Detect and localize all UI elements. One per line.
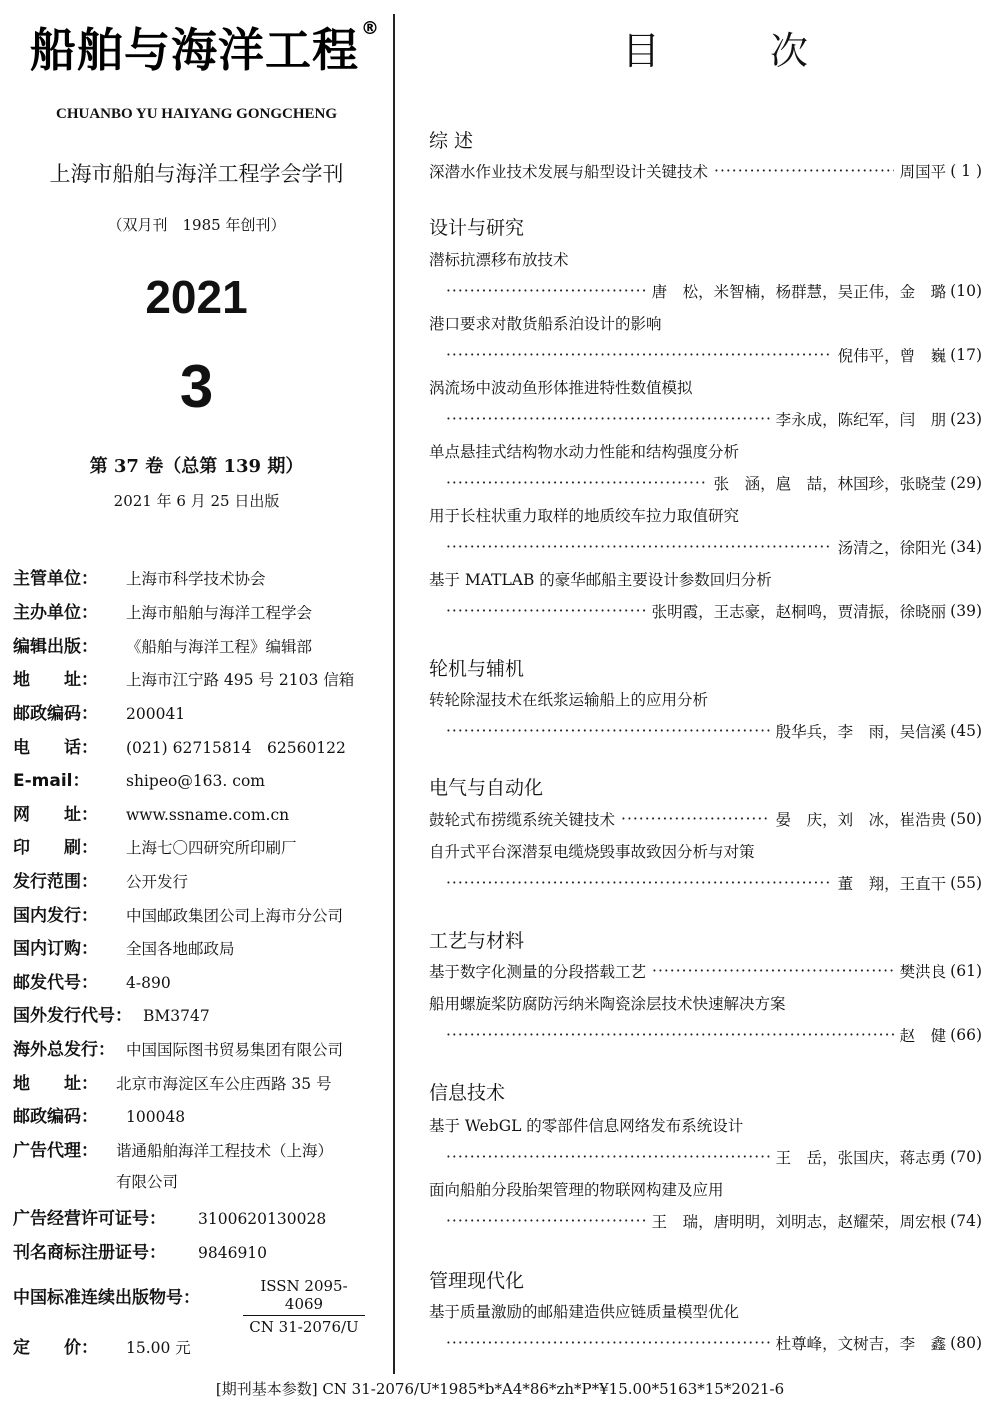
article-authors: 董 翔，王直干 [837, 875, 947, 893]
info-value: (021) 62715814 62560122 [126, 739, 346, 757]
toc-section-heading: 综 述 [429, 130, 474, 152]
toc-section-heading: 管理现代化 [429, 1270, 525, 1292]
article-authors: 唐 松，米智楠，杨群慧，吴正伟，金 璐 [651, 283, 947, 301]
article-title: 基于数字化测量的分段搭载工艺 [429, 963, 647, 981]
info-value: 上海市船舶与海洋工程学会 [126, 604, 313, 622]
toc-entry-authors [446, 344, 982, 366]
info-label: 主管单位： [13, 569, 98, 589]
article-title: 鼓轮式布捞缆系统关键技术 [429, 811, 616, 829]
info-value: 北京市海淀区车公庄西路 35 号 [116, 1075, 332, 1093]
article-title: 港口要求对散货船系泊设计的影响 [429, 315, 662, 333]
toc-entry-title [429, 1178, 982, 1200]
info-label: 发行范围： [13, 872, 98, 892]
info-value: 上海市科学技术协会 [126, 570, 266, 588]
toc-entry-authors [446, 720, 982, 742]
info-value: 上海市江宁路 495 号 2103 信箱 [126, 671, 355, 689]
article-title: 潜标抗漂移布放技术 [429, 251, 569, 269]
info-label: 海外总发行： [13, 1040, 115, 1060]
article-page: (80) [950, 1334, 982, 1352]
article-page: (70) [950, 1148, 982, 1166]
info-value: 9846910 [198, 1244, 268, 1262]
article-authors: 倪伟平，曾 巍 [837, 347, 947, 365]
info-row [13, 1069, 332, 1094]
info-row [13, 934, 235, 959]
leader-dots [446, 410, 770, 428]
toc-section-heading: 设计与研究 [429, 217, 525, 239]
info-row [13, 632, 312, 657]
info-value: www.ssname.com.cn [126, 806, 290, 824]
info-row [13, 867, 188, 892]
article-authors: 张明霞，王志豪，赵桐鸣，贾清振，徐晓丽 [651, 603, 947, 621]
journal-parameters-footer: [期刊基本参数] CN 31-2076/U*1985*b*A4*86*zh*P*¥15.00*5163*15*2021-6 [215, 1380, 785, 1398]
article-authors: 李永成，陈纪军，闫 朋 [775, 411, 947, 429]
info-label: 国内发行： [13, 906, 98, 926]
article-title: 面向船舶分段胎架管理的物联网构建及应用 [429, 1181, 724, 1199]
article-title: 基于 WebGL 的零部件信息网络发布系统设计 [429, 1117, 744, 1135]
publication-date: 2021 年 6 月 25 日出版 [113, 492, 280, 510]
info-value: 上海七〇四研究所印刷厂 [126, 839, 297, 857]
leader-dots [621, 810, 770, 828]
info-row [13, 1035, 343, 1060]
info-row [13, 1170, 178, 1192]
article-authors: 汤清之，徐阳光 [837, 539, 947, 557]
article-page: ( 1 ) [950, 162, 982, 180]
info-row [13, 598, 312, 623]
leader-dots [446, 1148, 770, 1166]
info-label: 国内订购： [13, 939, 98, 959]
article-title: 用于长柱状重力取样的地质绞车拉力取值研究 [429, 507, 740, 525]
article-authors: 张 涵，扈 喆，林国珍，张晓莹 [713, 475, 947, 493]
info-value: 3100620130028 [198, 1210, 327, 1228]
toc-entry-authors [446, 408, 982, 430]
article-page: (66) [950, 1026, 982, 1044]
info-label: 刊名商标注册证号： [13, 1243, 166, 1263]
article-page: (23) [950, 410, 982, 428]
article-page: (61) [950, 962, 982, 980]
toc-section-heading: 电气与自动化 [429, 777, 544, 799]
article-authors: 王 瑞，唐明明，刘明志，赵耀荣，周宏根 [651, 1213, 947, 1231]
toc-section-heading: 信息技术 [429, 1082, 506, 1104]
toc-entry-authors [446, 600, 982, 622]
info-row [13, 665, 354, 690]
leader-dots [446, 1334, 770, 1352]
article-page: (45) [950, 722, 982, 740]
leader-dots [446, 722, 770, 740]
toc-title: 目次 [622, 29, 919, 73]
info-label: 编辑出版： [13, 637, 98, 657]
toc-entry-title [429, 1114, 982, 1136]
article-title: 单点悬挂式结构物水动力性能和结构强度分析 [429, 443, 740, 461]
issue-number: 3 [179, 353, 214, 420]
info-label: 国外发行代号： [13, 1006, 132, 1026]
article-title: 涡流场中波动鱼形体推进特性数值模拟 [429, 379, 693, 397]
article-page: (10) [950, 282, 982, 300]
toc-entry [429, 960, 982, 982]
leader-dots [652, 962, 894, 980]
toc-entry-authors [446, 1024, 982, 1046]
info-value: 公开发行 [126, 873, 189, 891]
toc-entry [429, 160, 982, 182]
info-value: 100048 [126, 1108, 186, 1126]
toc-entry-authors [446, 536, 982, 558]
leader-dots [446, 602, 646, 620]
info-label: 邮政编码： [13, 704, 98, 724]
toc-entry-title [429, 688, 982, 710]
info-row [13, 564, 266, 589]
issn-number: ISSN 2095-4069 [243, 1277, 365, 1316]
info-label: 邮发代号： [13, 973, 98, 993]
toc-entry-title [429, 1300, 982, 1322]
volume-info: 第 37 卷（总第 139 期） [89, 456, 304, 477]
article-authors: 樊洪良 [899, 963, 947, 981]
info-value: 谐通船舶海洋工程技术（上海） [116, 1142, 334, 1160]
article-authors: 赵 健 [899, 1027, 947, 1045]
info-label: 广告代理： [13, 1141, 98, 1161]
info-label: 网 址： [13, 805, 98, 825]
cn-number: CN 31-2076/U [249, 1318, 359, 1336]
toc-entry-title [429, 440, 982, 462]
article-page: (29) [950, 474, 982, 492]
toc-section-heading: 轮机与辅机 [429, 658, 525, 680]
article-authors: 王 岳，张国庆，蒋志勇 [775, 1149, 947, 1167]
info-label: 地 址： [13, 670, 98, 690]
info-row [13, 1102, 185, 1127]
article-authors: 周国平 [899, 163, 947, 181]
article-page: (55) [950, 874, 982, 892]
toc-entry-authors [446, 872, 982, 894]
info-value: 中国国际图书贸易集团有限公司 [126, 1041, 344, 1059]
issue-year: 2021 [145, 271, 248, 323]
journal-logo: 船舶与海洋工程 ® [30, 18, 380, 77]
info-row [13, 699, 185, 724]
info-label: 邮政编码： [13, 1107, 98, 1127]
info-label: 地 址： [13, 1074, 98, 1094]
toc-entry-title [429, 992, 982, 1014]
leader-dots [714, 162, 894, 180]
toc-entry-title [429, 504, 982, 526]
column-divider [393, 14, 395, 1374]
serial-number-row: 中国标准连续出版物号： [13, 1288, 200, 1308]
toc-entry-title [429, 248, 982, 270]
info-value: 4-890 [126, 974, 171, 992]
leader-dots [446, 1026, 894, 1044]
article-title: 深潜水作业技术发展与船型设计关键技术 [429, 163, 709, 181]
article-title: 船用螺旋桨防腐防污纳米陶瓷涂层技术快速解决方案 [429, 995, 786, 1013]
info-label: 主办单位： [13, 603, 98, 623]
toc-section-heading: 工艺与材料 [429, 930, 525, 952]
info-row [13, 766, 265, 791]
masthead-column [0, 0, 393, 1375]
serial-number-fraction [243, 1277, 365, 1336]
article-authors: 殷华兵，李 雨，吴信溪 [775, 723, 947, 741]
article-title: 基于 MATLAB 的豪华邮船主要设计参数回归分析 [429, 571, 772, 589]
leader-dots [446, 346, 832, 364]
toc-entry-authors [446, 1332, 982, 1354]
info-row [13, 733, 346, 758]
info-label: 印 刷： [13, 838, 98, 858]
info-row [13, 968, 171, 993]
info-row [13, 1238, 267, 1263]
society-name: 上海市船舶与海洋工程学会学刊 [49, 162, 344, 186]
leader-dots [446, 282, 646, 300]
toc-entry-authors [446, 1210, 982, 1232]
article-page: (17) [950, 346, 982, 364]
toc-entry [429, 808, 982, 830]
article-title: 自升式平台深潜泵电缆烧毁事故致因分析与对策 [429, 843, 755, 861]
price-row: 定 价： 15.00 元 [13, 1338, 191, 1358]
article-authors: 杜尊峰，文树吉，李 鑫 [775, 1335, 947, 1353]
article-title: 基于质量激励的邮船建造供应链质量模型优化 [429, 1303, 740, 1321]
info-label: 电 话： [13, 738, 98, 758]
info-row [13, 1001, 210, 1026]
table-of-contents [400, 0, 1000, 1375]
info-value: 中国邮政集团公司上海市分公司 [126, 907, 344, 925]
leader-dots [446, 1212, 646, 1230]
info-value: BM3747 [143, 1007, 210, 1025]
info-row [13, 901, 343, 926]
info-value: 200041 [126, 705, 186, 723]
info-row [13, 1136, 333, 1161]
frequency-note: （双月刊 1985 年创刊） [107, 216, 286, 234]
article-page: (50) [950, 810, 982, 828]
article-page: (74) [950, 1212, 982, 1230]
toc-entry-title [429, 312, 982, 334]
toc-entry-authors [446, 472, 982, 494]
info-label: 广告经营许可证号： [13, 1209, 166, 1229]
article-authors: 晏 庆，刘 冰，崔浩贵 [775, 811, 947, 829]
leader-dots [446, 538, 832, 556]
toc-entry-authors [446, 1146, 982, 1168]
info-row [13, 1204, 326, 1229]
toc-entry-title [429, 376, 982, 398]
article-page: (34) [950, 538, 982, 556]
article-page: (39) [950, 602, 982, 620]
info-row [13, 800, 289, 825]
info-value: 有限公司 [116, 1173, 179, 1191]
leader-dots [446, 874, 832, 892]
info-value: shipeo@163. com [126, 772, 265, 790]
info-value: 全国各地邮政局 [126, 940, 235, 958]
info-row [13, 833, 297, 858]
toc-entry-authors [446, 280, 982, 302]
toc-entry-title [429, 840, 982, 862]
leader-dots [446, 474, 708, 492]
article-title: 转轮除湿技术在纸浆运输船上的应用分析 [429, 691, 709, 709]
info-label: E-mail： [13, 771, 90, 791]
journal-pinyin: CHUANBO YU HAIYANG GONGCHENG [56, 106, 337, 122]
info-value: 《船舶与海洋工程》编辑部 [126, 638, 313, 656]
toc-entry-title [429, 568, 982, 590]
